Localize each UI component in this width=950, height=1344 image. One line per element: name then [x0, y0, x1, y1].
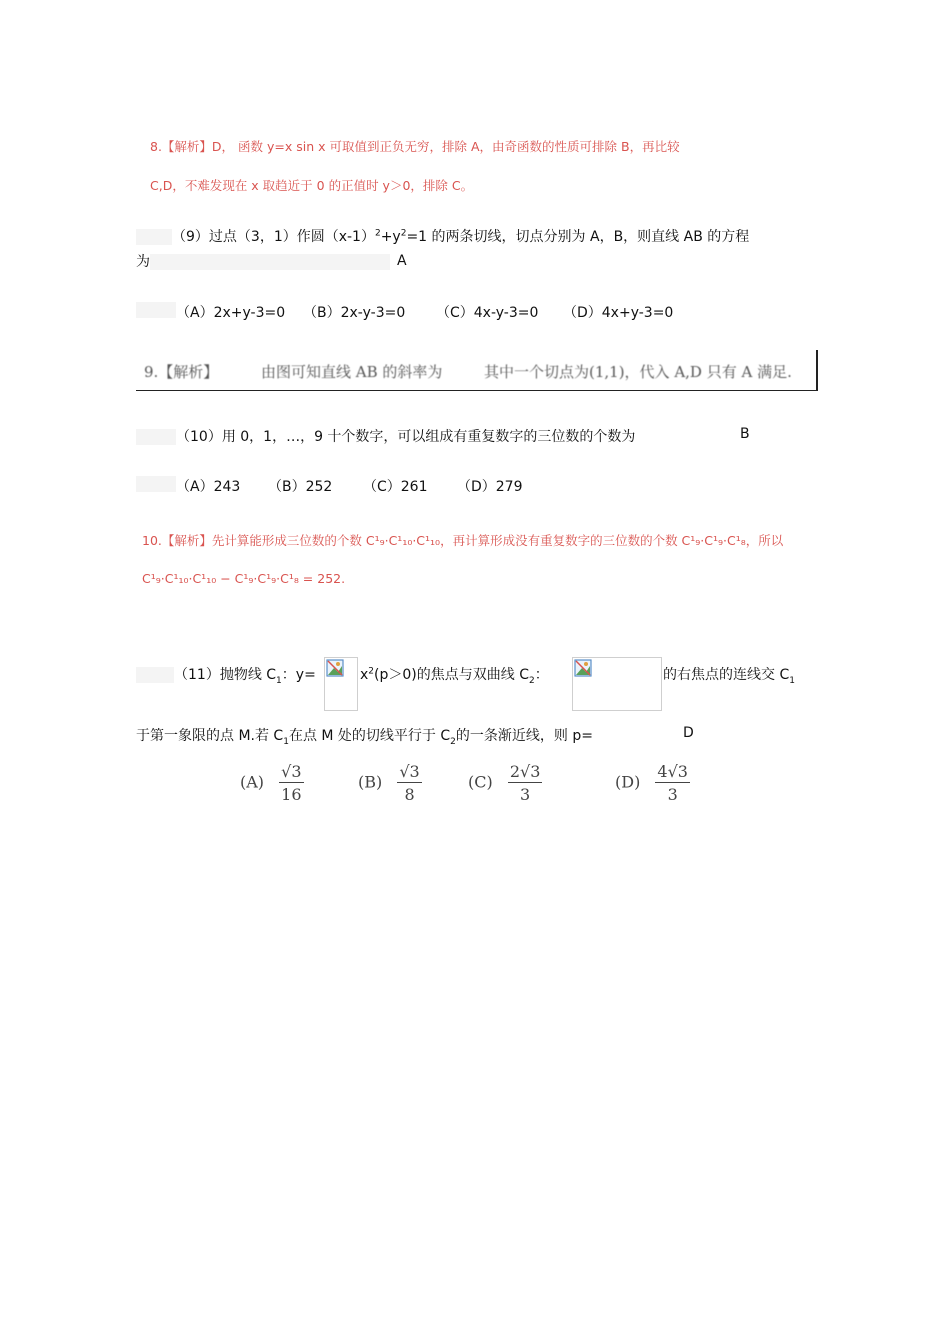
indent-blank	[136, 476, 176, 492]
q9-option-d: （D）4x+y-3=0	[563, 305, 674, 321]
q10-answer: B	[740, 426, 750, 442]
q10-stem: （10）用 0，1，…，9 十个数字，可以组成有重复数字的三位数的个数为	[136, 426, 635, 446]
broken-image-fraction	[324, 657, 358, 711]
q10-analysis-line1: 10.【解析】先计算能形成三位数的个数 C¹₉·C¹₁₀·C¹₁₀，再计算形成没有重复数字的三位数的个数 C¹₉·C¹₉·C¹₈，所以	[142, 533, 784, 548]
q9-answer: A	[397, 253, 407, 269]
q11-stem-line1-b: $x^2(p>0)$的焦点与双曲线 $C_2$：	[360, 666, 549, 686]
q8-analysis-line1: 8.【解析】D， 函数 y=x sin x 可取值到正负无穷，排除 A，由奇函数的性质可排除 B，再比较	[150, 139, 680, 154]
q11-stem-line1-c: 的右焦点的连线交 $C_1$	[663, 667, 795, 686]
q10-option-d: （D）279	[457, 479, 523, 495]
broken-image-hyperbola	[572, 657, 662, 711]
q9-analysis-label: 9.【解析】	[144, 363, 219, 381]
q10-option-c: （C）261	[363, 479, 428, 495]
q11-option-a: (A) $\frac{√3}{16}$	[240, 762, 302, 804]
q9-option-a: （A）2x+y-3=0	[176, 305, 286, 321]
q10-option-b: （B）252	[268, 479, 333, 495]
q11-option-b: (B) $\frac{√3}{8}$	[358, 762, 420, 804]
q9-option-b: （B）2x-y-3=0	[303, 305, 406, 321]
indent-blank	[136, 229, 172, 245]
q9-option-c: （C）4x-y-3=0	[436, 305, 539, 321]
q9-analysis-scan	[136, 350, 818, 391]
q9-stem-line2: 为	[136, 251, 390, 271]
q9-analysis-text1: 由图可知直线 AB 的斜率为	[261, 363, 443, 381]
q10-analysis-line2: C¹₉·C¹₁₀·C¹₁₀ − C¹₉·C¹₉·C¹₈ = 252.	[142, 571, 346, 586]
q11-stem-line1-a: （11）抛物线 $C_1$：y=	[136, 664, 316, 686]
indent-blank	[136, 302, 176, 318]
q8-analysis-line2: C,D，不难发现在 x 取趋近于 0 的正值时 y＞0，排除 C。	[150, 178, 474, 193]
indent-blank	[136, 429, 176, 445]
q11-option-d: (D) $\frac{4√3}{3}$	[615, 762, 688, 804]
q11-stem-line2: 于第一象限的点 M.若 $C_1$在点 M 处的切线平行于 $C_2$的一条渐近线，则 p=	[136, 728, 593, 747]
q10-option-a: （A）243	[176, 479, 241, 495]
broken-image-icon	[574, 659, 592, 677]
broken-image-icon	[326, 659, 344, 677]
answer-blank	[150, 254, 390, 270]
q9-stem-line1: （9）过点（3，1）作圆$(x-1)^2+y^2=1$ 的两条切线，切点分别为 A，B，则直线 AB 的方程	[136, 226, 749, 246]
q9-analysis-text2: 其中一个切点为(1,1)，代入 A,D 只有 A 满足.	[484, 363, 792, 381]
indent-blank	[136, 667, 174, 683]
q11-answer: D	[683, 725, 694, 741]
q10-options	[136, 476, 176, 492]
q11-option-c: (C) $\frac{2√3}{3}$	[468, 762, 541, 804]
q9-options	[136, 302, 176, 318]
